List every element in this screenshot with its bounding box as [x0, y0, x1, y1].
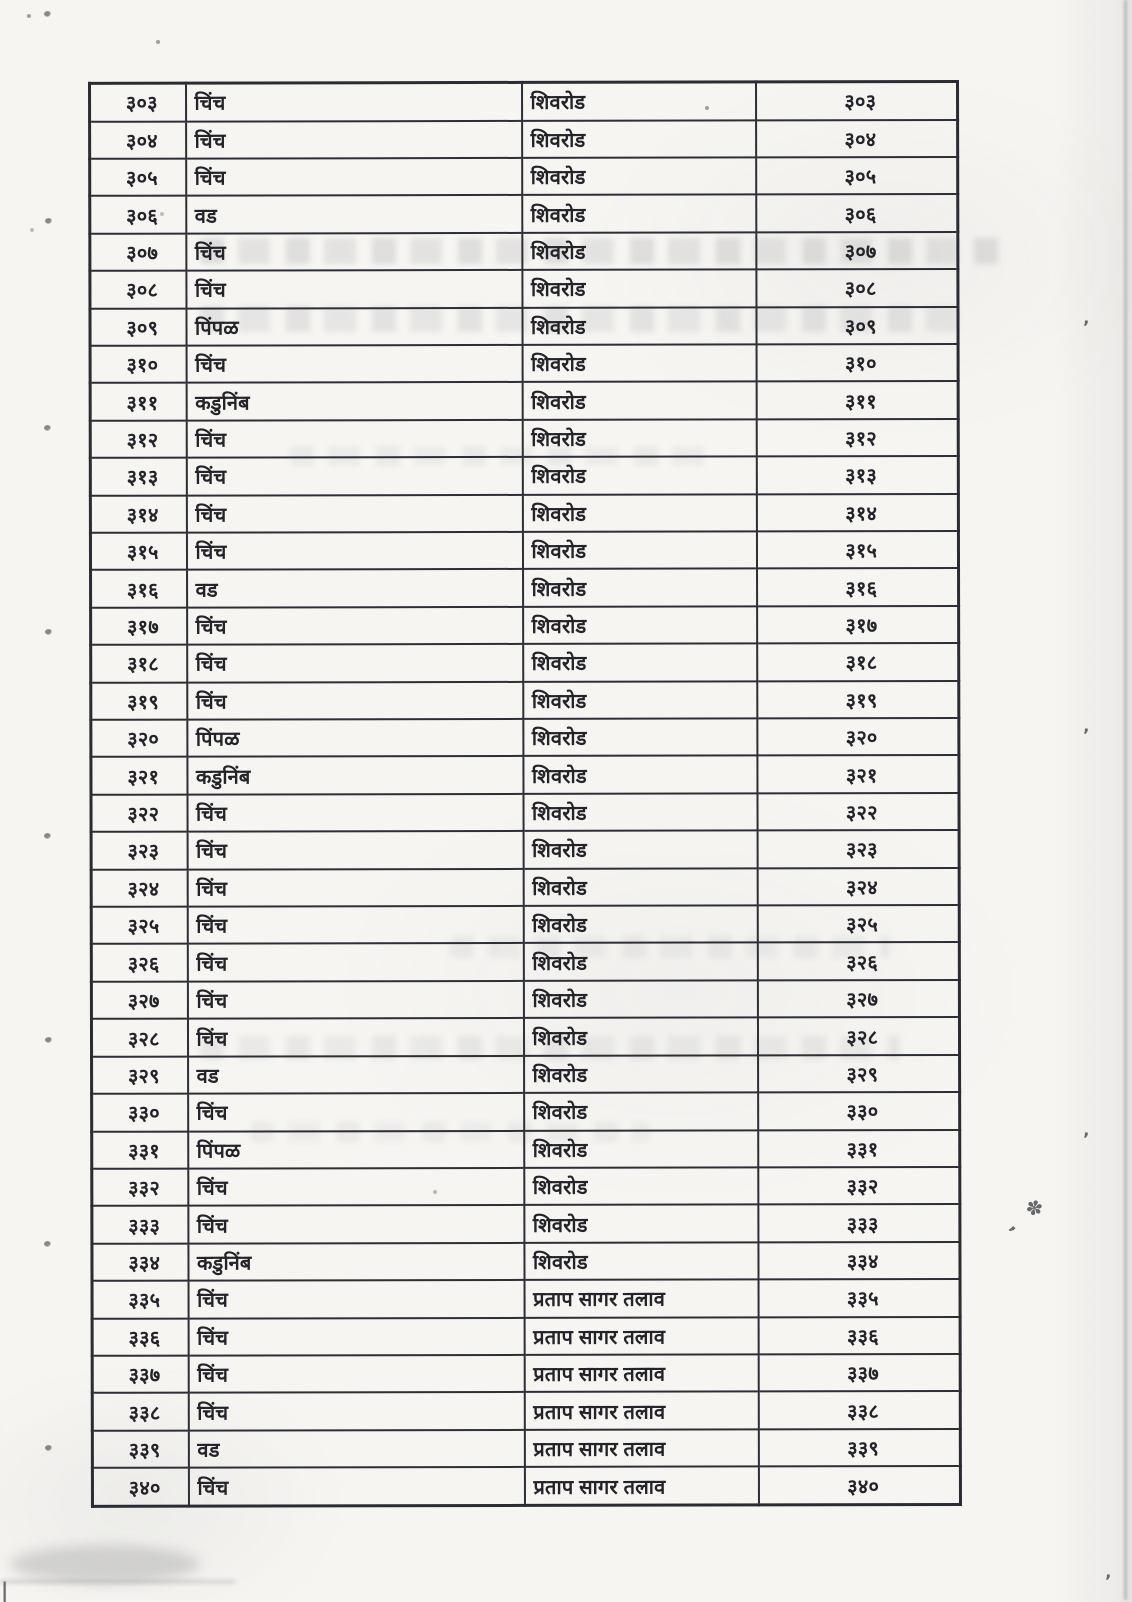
serial-number-repeat-cell: ३१३ — [756, 456, 958, 494]
table-row — [92, 1391, 960, 1430]
ink-speck — [43, 424, 52, 432]
dust-dot — [27, 14, 31, 18]
tree-name-cell: चिंच — [187, 906, 523, 944]
table-row — [91, 643, 959, 682]
ink-speck — [44, 1444, 53, 1452]
serial-number-cell: ३३४ — [92, 1243, 188, 1281]
serial-number-cell: ३१५ — [90, 533, 186, 571]
serial-number-repeat-cell: ३२३ — [757, 830, 959, 868]
tree-name-cell: चिंच — [187, 981, 523, 1019]
serial-number-repeat-cell: ३०५ — [756, 157, 958, 195]
location-cell: शिवरोड — [524, 1055, 758, 1093]
margin-tick: ’ — [1105, 1572, 1112, 1592]
location-cell: शिवरोड — [522, 382, 756, 420]
location-cell: शिवरोड — [522, 307, 756, 345]
location-cell: शिवरोड — [524, 1167, 758, 1205]
serial-number-repeat-cell: ३२९ — [758, 1055, 960, 1093]
serial-number-repeat-cell: ३१२ — [756, 419, 958, 457]
location-cell: शिवरोड — [522, 531, 756, 569]
serial-number-cell: ३१६ — [91, 570, 187, 608]
serial-number-repeat-cell: ३२० — [757, 718, 959, 756]
tree-name-cell: चिंच — [187, 1018, 523, 1056]
location-cell: शिवरोड — [522, 494, 756, 532]
serial-number-cell: ३२६ — [91, 944, 187, 982]
tree-name-cell: चिंच — [187, 607, 523, 645]
table-row — [90, 194, 958, 233]
table-row — [90, 344, 958, 383]
location-cell: प्रताप सागर तलाव — [524, 1392, 758, 1430]
ink-speck — [44, 217, 53, 225]
dust-dot — [705, 106, 709, 110]
table-row — [90, 531, 958, 570]
serial-number-repeat-cell: ३३९ — [758, 1429, 960, 1467]
tree-name-cell: चिंच — [187, 644, 523, 682]
table-row — [90, 307, 958, 346]
ink-speck — [44, 628, 53, 636]
serial-number-repeat-cell: ३१४ — [756, 494, 958, 532]
serial-number-cell: ३०४ — [90, 121, 186, 159]
serial-number-cell: ३१८ — [91, 645, 187, 683]
location-cell: प्रताप सागर तलाव — [524, 1429, 758, 1467]
serial-number-repeat-cell: ३०३ — [756, 81, 958, 119]
serial-number-cell: ३२० — [91, 720, 187, 758]
table-row — [92, 1466, 960, 1506]
table-row — [91, 606, 959, 645]
location-cell: शिवरोड — [522, 270, 756, 308]
serial-number-repeat-cell: ३१६ — [757, 568, 959, 606]
table-row — [91, 980, 959, 1019]
location-cell: शिवरोड — [522, 157, 756, 195]
tree-name-cell: चिंच — [188, 1467, 524, 1506]
serial-number-repeat-cell: ३०९ — [756, 307, 958, 345]
location-cell: शिवरोड — [523, 569, 757, 607]
table-row — [92, 1130, 960, 1169]
location-cell: शिवरोड — [523, 831, 757, 869]
serial-number-cell: ३१३ — [90, 458, 186, 496]
location-cell: शिवरोड — [522, 82, 756, 121]
serial-number-cell: ३२१ — [91, 757, 187, 795]
table-row — [90, 456, 958, 495]
tree-name-cell: चिंच — [186, 158, 522, 196]
ink-speck — [43, 1240, 52, 1248]
serial-number-cell: ३३८ — [92, 1393, 188, 1431]
scan-smudge — [10, 1545, 200, 1583]
table-row — [92, 1204, 960, 1243]
location-cell: शिवरोड — [523, 905, 757, 943]
serial-number-cell: ३२५ — [91, 907, 187, 945]
tree-name-cell: चिंच — [187, 794, 523, 832]
table-row — [90, 120, 958, 159]
tree-name-cell: चिंच — [186, 82, 522, 121]
serial-number-cell: ३२३ — [91, 832, 187, 870]
serial-number-cell: ३३६ — [92, 1318, 188, 1356]
location-cell: प्रताप सागर तलाव — [524, 1354, 758, 1392]
location-cell: शिवरोड — [522, 120, 756, 158]
dust-dot — [160, 212, 164, 216]
location-cell: प्रताप सागर तलाव — [524, 1317, 758, 1355]
serial-number-repeat-cell: ३४० — [758, 1466, 960, 1505]
location-cell: प्रताप सागर तलाव — [524, 1280, 758, 1318]
margin-tick: ’ — [1083, 1130, 1090, 1150]
table-row — [90, 81, 958, 121]
tree-name-cell: चिंच — [188, 1168, 524, 1206]
table-row — [90, 157, 958, 196]
tree-name-cell: चिंच — [188, 1317, 524, 1355]
tree-name-cell: चिंच — [188, 1205, 524, 1243]
serial-number-cell: ३०८ — [90, 271, 186, 309]
table-row — [90, 269, 958, 308]
tree-name-cell: चिंच — [186, 457, 522, 495]
ink-speck — [44, 1036, 53, 1044]
tree-name-cell: पिंपळ — [187, 719, 523, 757]
table-row — [90, 494, 958, 533]
page-edge-shadow — [1124, 0, 1127, 1600]
serial-number-cell: ३३७ — [92, 1356, 188, 1394]
serial-number-repeat-cell: ३०६ — [756, 194, 958, 232]
serial-number-repeat-cell: ३०८ — [756, 269, 958, 307]
dust-dot — [30, 228, 34, 232]
serial-number-cell: ३३५ — [92, 1281, 188, 1319]
margin-tick: ’ — [1083, 318, 1090, 338]
serial-number-repeat-cell: ३२२ — [757, 793, 959, 831]
serial-number-cell: ३०९ — [90, 308, 186, 346]
location-cell: शिवरोड — [524, 1242, 758, 1280]
location-cell: शिवरोड — [523, 644, 757, 682]
serial-number-cell: ३०७ — [90, 233, 186, 271]
table-row — [92, 1429, 960, 1468]
tree-name-cell: चिंच — [187, 869, 523, 907]
serial-number-repeat-cell: ३१९ — [757, 681, 959, 719]
tree-name-cell: चिंच — [186, 270, 522, 308]
table-row — [91, 681, 959, 720]
location-cell: शिवरोड — [523, 1018, 757, 1056]
serial-number-cell: ३०६ — [90, 196, 186, 234]
tree-name-cell: चिंच — [186, 532, 522, 570]
tree-name-cell: चिंच — [186, 233, 522, 271]
serial-number-repeat-cell: ३३८ — [758, 1391, 960, 1429]
serial-number-cell: ३२२ — [91, 794, 187, 832]
location-cell: शिवरोड — [522, 232, 756, 270]
serial-number-repeat-cell: ३२५ — [757, 905, 959, 943]
tree-table-body — [90, 81, 961, 1506]
location-cell: शिवरोड — [523, 980, 757, 1018]
serial-number-repeat-cell: ३०७ — [756, 232, 958, 270]
serial-number-cell: ३३१ — [92, 1131, 188, 1169]
location-cell: शिवरोड — [522, 419, 756, 457]
table-row — [90, 419, 958, 458]
serial-number-repeat-cell: ३११ — [756, 381, 958, 419]
serial-number-repeat-cell: ३३२ — [758, 1167, 960, 1205]
table-row — [91, 568, 959, 607]
tree-name-cell: वड — [188, 1056, 524, 1094]
edge-tick: | — [1, 1578, 9, 1602]
serial-number-repeat-cell: ३२६ — [757, 942, 959, 980]
dust-dot — [156, 40, 160, 44]
tree-name-cell: वड — [186, 195, 522, 233]
serial-number-cell: ३२८ — [91, 1019, 187, 1057]
serial-number-cell: ३१२ — [90, 420, 186, 458]
serial-number-cell: ३११ — [90, 383, 186, 421]
table-row — [92, 1317, 960, 1356]
table-row — [91, 755, 959, 794]
serial-number-repeat-cell: ३३७ — [758, 1354, 960, 1392]
tree-name-cell: कडुनिंब — [187, 756, 523, 794]
location-cell: शिवरोड — [523, 793, 757, 831]
serial-number-repeat-cell: ३३४ — [758, 1242, 960, 1280]
tree-name-cell: वड — [187, 569, 523, 607]
serial-number-cell: ३३२ — [92, 1169, 188, 1207]
location-cell: शिवरोड — [523, 943, 757, 981]
table-row — [91, 718, 959, 757]
margin-tick: ’ — [1083, 726, 1090, 746]
serial-number-repeat-cell: ३३० — [758, 1092, 960, 1130]
location-cell: शिवरोड — [524, 1205, 758, 1243]
location-cell: शिवरोड — [522, 344, 756, 382]
tree-name-cell: चिंच — [188, 1280, 524, 1318]
tree-name-cell: चिंच — [187, 943, 523, 981]
location-cell: शिवरोड — [522, 457, 756, 495]
serial-number-cell: ३२७ — [91, 982, 187, 1020]
table-row — [92, 1092, 960, 1131]
location-cell: शिवरोड — [523, 718, 757, 756]
location-cell: शिवरोड — [523, 681, 757, 719]
tree-register-table — [88, 80, 959, 1508]
scan-smudge — [0, 1580, 235, 1583]
tree-name-cell: चिंच — [186, 495, 522, 533]
tree-name-cell: पिंपळ — [188, 1130, 524, 1168]
location-cell: शिवरोड — [523, 606, 757, 644]
serial-number-repeat-cell: ३३३ — [758, 1204, 960, 1242]
location-cell: शिवरोड — [524, 1093, 758, 1131]
table-row — [91, 1017, 959, 1056]
serial-number-repeat-cell: ३३५ — [758, 1279, 960, 1317]
serial-number-cell: ३१७ — [91, 607, 187, 645]
tree-name-cell: चिंच — [188, 1392, 524, 1430]
serial-number-cell: ३३० — [92, 1094, 188, 1132]
table-row — [91, 793, 959, 832]
serial-number-cell: ३३९ — [92, 1430, 188, 1468]
table-row — [92, 1242, 960, 1281]
location-cell: शिवरोड — [522, 195, 756, 233]
serial-number-cell: ३१० — [90, 346, 186, 384]
tree-name-cell: चिंच — [187, 682, 523, 720]
ink-speck — [43, 10, 52, 18]
dust-dot — [433, 1190, 437, 1194]
table-row — [92, 1354, 960, 1393]
serial-number-cell: ३०३ — [90, 83, 186, 121]
serial-number-repeat-cell: ३१८ — [757, 643, 959, 681]
table-row — [92, 1055, 960, 1094]
tree-name-cell: चिंच — [188, 1093, 524, 1131]
table-row — [91, 830, 959, 869]
tree-name-cell: कडुनिंब — [186, 382, 522, 420]
serial-number-repeat-cell: ३२७ — [757, 980, 959, 1018]
location-cell: शिवरोड — [523, 868, 757, 906]
serial-number-cell: ३२९ — [92, 1056, 188, 1094]
serial-number-cell: ३३३ — [92, 1206, 188, 1244]
tree-name-cell: चिंच — [186, 120, 522, 158]
serial-number-repeat-cell: ३१५ — [756, 531, 958, 569]
location-cell: प्रताप सागर तलाव — [524, 1467, 758, 1506]
serial-number-repeat-cell: ३२१ — [757, 755, 959, 793]
table-row — [90, 232, 958, 271]
tree-name-cell: चिंच — [188, 1355, 524, 1393]
serial-number-cell: ३४० — [92, 1468, 188, 1507]
serial-number-repeat-cell: ३२८ — [757, 1017, 959, 1055]
serial-number-repeat-cell: ३३१ — [758, 1130, 960, 1168]
ink-mark: ✽ — [1023, 1194, 1046, 1222]
table-row — [91, 905, 959, 944]
ink-speck — [43, 832, 52, 840]
tree-name-cell: कडुनिंब — [188, 1243, 524, 1281]
location-cell: शिवरोड — [524, 1130, 758, 1168]
table-row — [91, 942, 959, 981]
tree-name-cell: वड — [188, 1430, 524, 1468]
tree-name-cell: चिंच — [186, 420, 522, 458]
tree-name-cell: चिंच — [187, 831, 523, 869]
table-row — [91, 868, 959, 907]
tree-name-cell: चिंच — [186, 345, 522, 383]
serial-number-cell: ३०५ — [90, 159, 186, 197]
serial-number-repeat-cell: ३०४ — [756, 120, 958, 158]
serial-number-cell: ३१९ — [91, 682, 187, 720]
serial-number-repeat-cell: ३१० — [756, 344, 958, 382]
table-row — [92, 1167, 960, 1206]
serial-number-repeat-cell: ३१७ — [757, 606, 959, 644]
serial-number-repeat-cell: ३३६ — [758, 1317, 960, 1355]
table-row — [90, 381, 958, 420]
table-row — [92, 1279, 960, 1318]
serial-number-cell: ३१४ — [90, 495, 186, 533]
serial-number-cell: ३२४ — [91, 869, 187, 907]
location-cell: शिवरोड — [523, 756, 757, 794]
serial-number-repeat-cell: ३२४ — [757, 868, 959, 906]
tree-name-cell: पिंपळ — [186, 307, 522, 345]
ink-mark: ‚ — [1005, 1214, 1026, 1236]
